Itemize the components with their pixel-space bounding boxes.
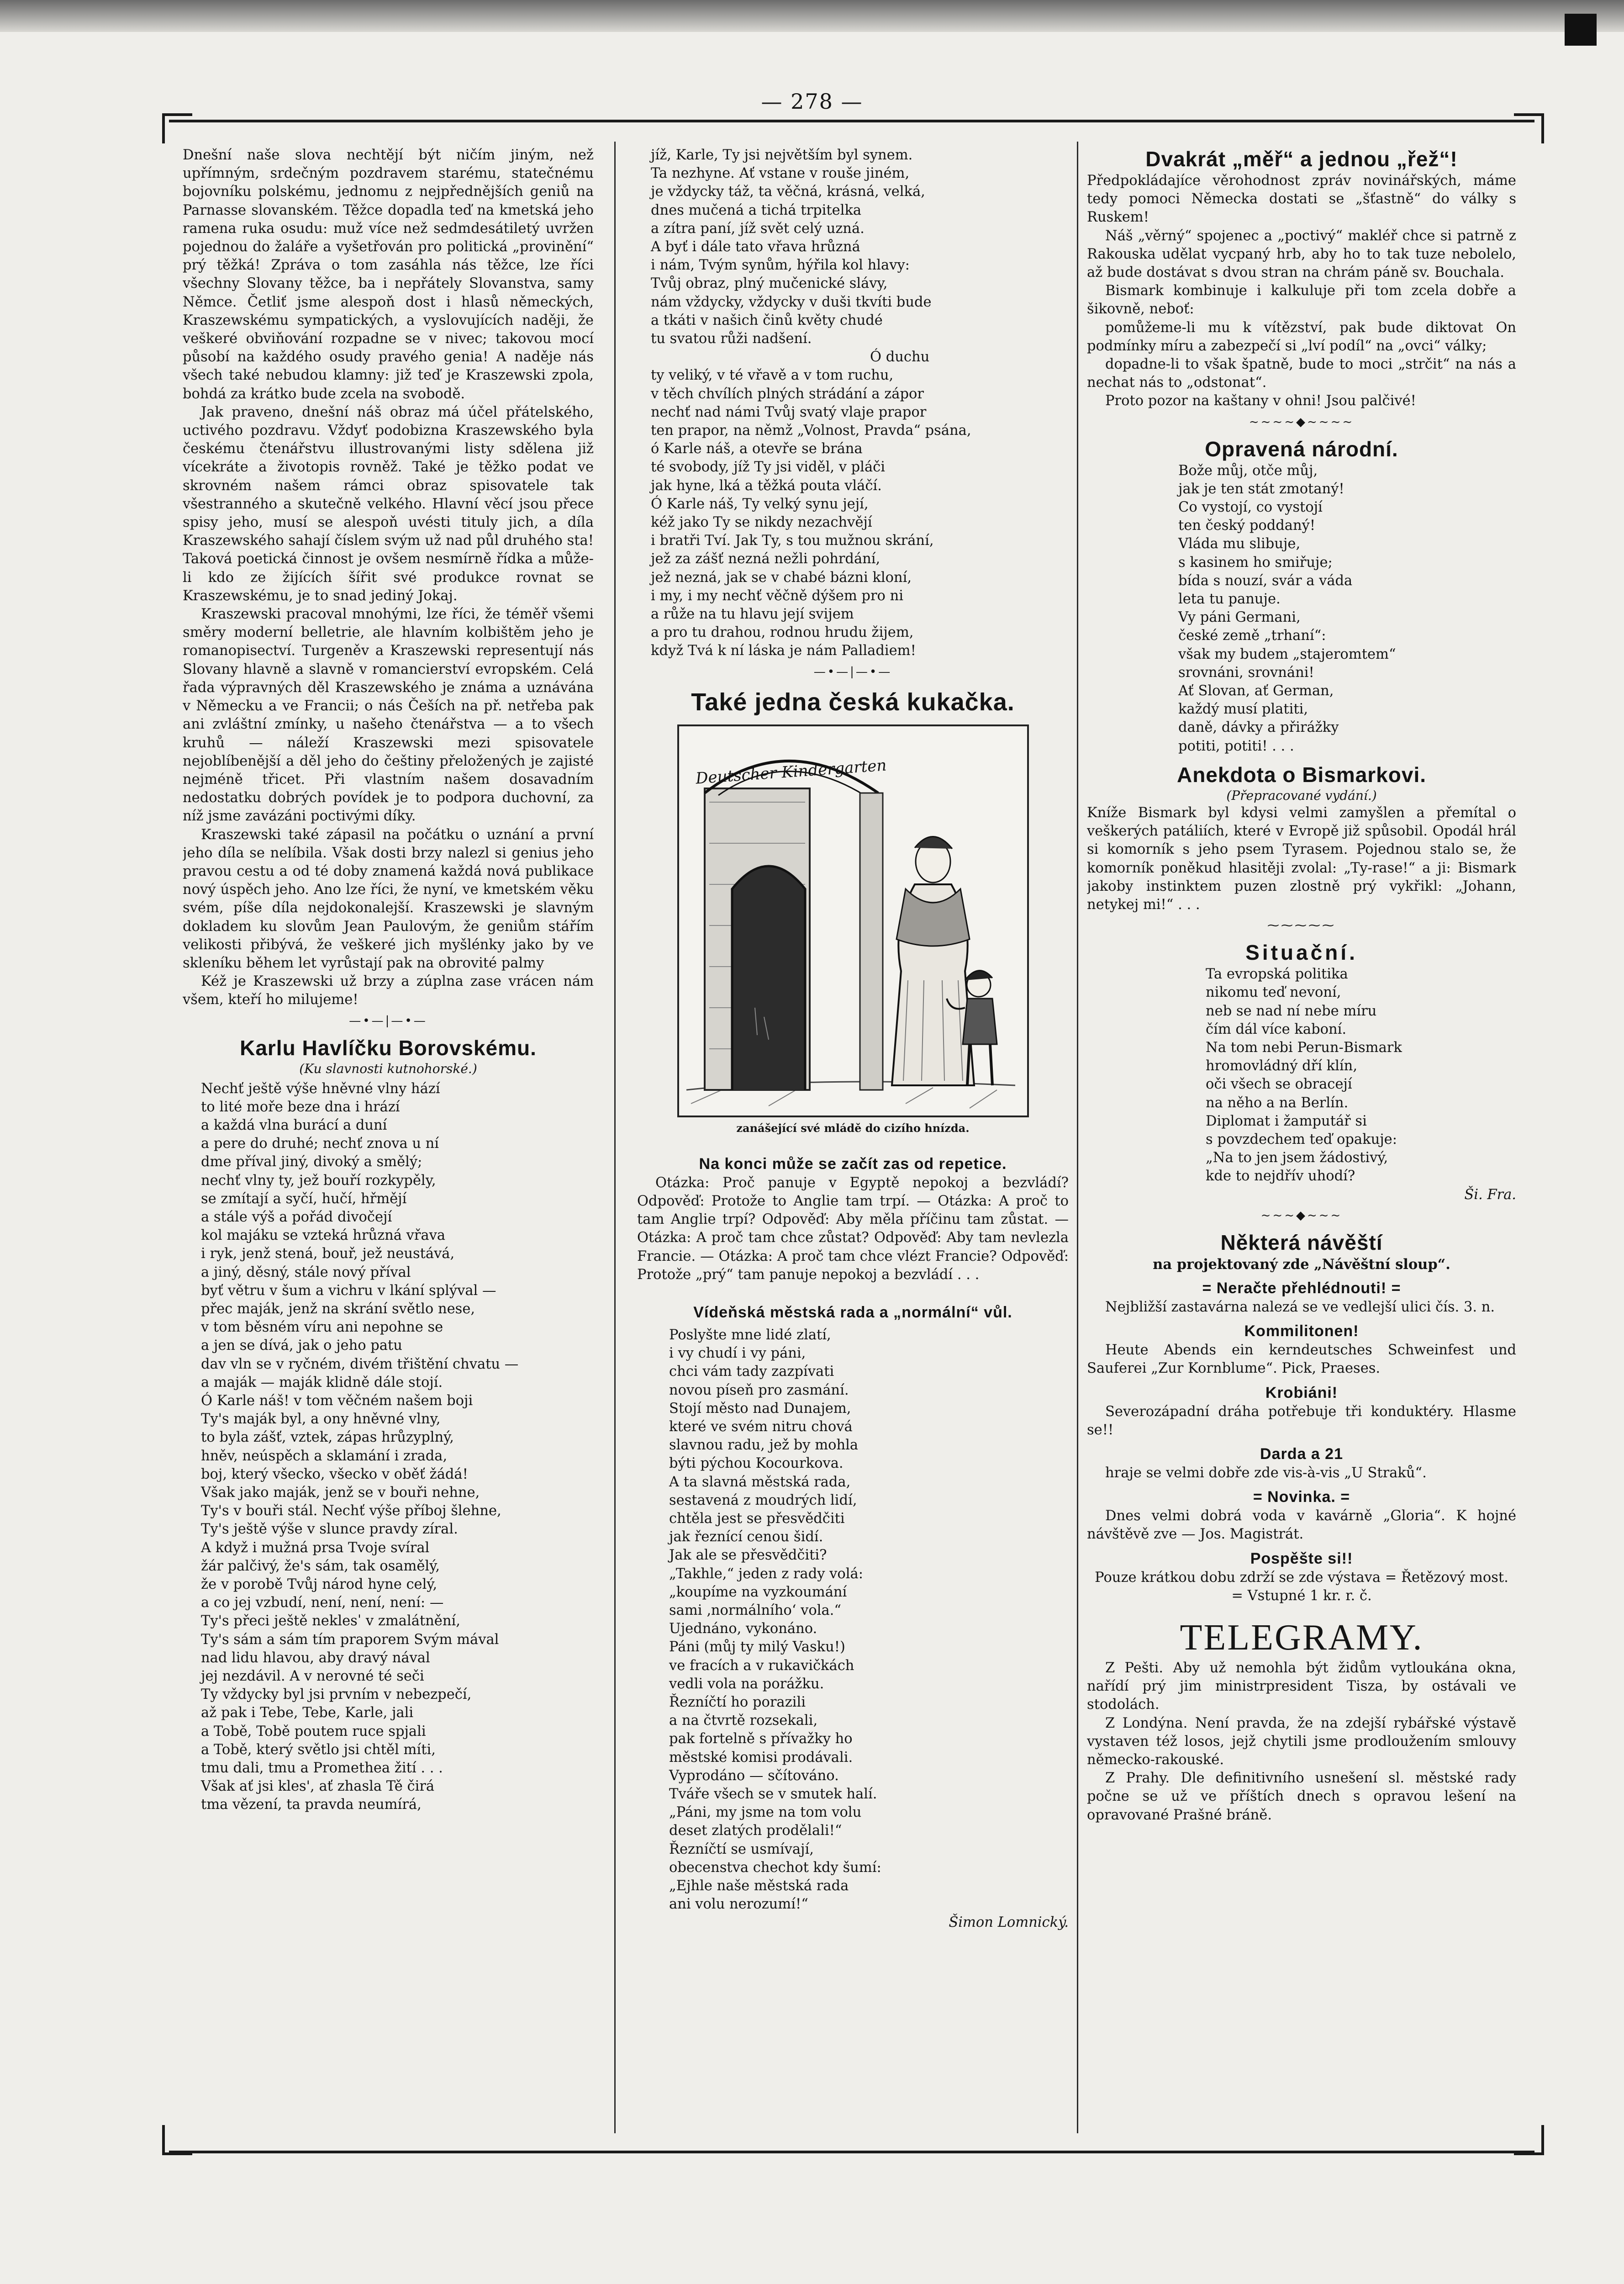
verse-line: nikomu teď nevoní, [1206,984,1341,1001]
verse-line: které ve svém nitru chová [669,1418,853,1435]
verse-line: Stojí město nad Dunajem, [669,1400,851,1417]
column-2 [637,146,1069,2129]
notice-heading: Darda a 21 [1260,1445,1343,1463]
notice-heading: = Neračte přehlédnouti! = [1202,1279,1401,1297]
column-1 [183,146,594,2129]
verse-line: tma vězení, ta pravda neumírá, [201,1797,422,1813]
verse-line: Ty's ještě výše v slunce pravdy zíral. [201,1521,458,1538]
verse-line: a jen se dívá, jak o jeho patu [201,1338,402,1354]
anekdota-subtitle: (Přepracované vydání.) [1226,788,1377,803]
verse-line: bída s nouzí, svár a váda [1178,572,1353,589]
verse-line: „Na to jen jsem žádostivý, [1206,1150,1388,1166]
verse-line: Ty vždycky byl jsi prvním v nebezpečí, [201,1687,472,1703]
verse-line: a Tobě, Tobě poutem ruce spjali [201,1723,426,1739]
frame-ornament-bottom-right [1514,2125,1544,2155]
verse-line: jak řeznící cenou šidí. [669,1529,823,1545]
column-3 [1087,146,1516,2129]
verse-line: jež za zášť nezná nežli pohrdání, [651,551,881,567]
verse-line: ó Karle náš, a otevře se brána [651,441,863,457]
verse-line: boj, který všecko, všecko v oběť žádá! [201,1466,468,1482]
separator-ornament: ~~~~◆~~~~ [1249,415,1355,429]
notice-text: Pouze krátkou dobu zdrží se zde výstava = Řetězový most. = Vstupné 1 kr. r. č. [1095,1569,1508,1604]
verse-line: potiti, potiti! . . . [1178,738,1294,754]
cuckoo-cartoon-title: Také jedna česká kukačka. [691,688,1015,716]
verse-line: Ty's sám a sám tím praporem Svým mával [201,1631,499,1648]
verse-line: té svobody, jíž Ty jsi viděl, v pláči [651,459,885,476]
situacni-signature: Ši. Fra. [1464,1186,1516,1203]
verse-line: dav vln se v ryčném, divém třištění chvatu — [201,1356,519,1372]
verse-line: a pere do druhé; nechť znova u ní [201,1136,439,1152]
scan-top-edge [0,0,1624,32]
dvakrat-paragraph: dopadne-li to však špatně, bude to moci „strčit“ na nás a nechat nás to „odstonat“. [1087,356,1516,391]
dvakrat-paragraph: Bismark kombinuje i kalkuluje při tom zcela dobře a šikovně, neboť: [1087,283,1516,317]
verse-line: Nechť ještě výše hněvné vlny hází [201,1080,440,1097]
verse-line: Tvůj obraz, plný mučenické slávy, [651,275,888,292]
verse-line: jak je ten stát zmotaný! [1178,481,1345,497]
situacni-title: Situační. [1245,941,1358,965]
verse-line: a zítra paní, jíž svět celý uzná. [651,220,865,237]
poem-verse [183,1080,594,1814]
verse-line: na něho a na Berlín. [1206,1094,1349,1111]
notice-text: Severozápadní dráha potřebuje tři konduktéry. Hlasme se!! [1087,1403,1516,1438]
verse-line: dme příval jiný, divoký a smělý; [201,1154,422,1170]
verse-line: Jak ale se přesvědčiti? [669,1547,827,1564]
verse-line: městské komisi prodávali. [669,1749,853,1766]
separator: —•—|—•— [813,665,892,679]
verse-line: nad lidu hlavou, aby dravý nával [201,1650,430,1666]
verse-line: slavnou radu, jež by mohla [669,1437,859,1454]
verse-line: tu svatou růži nadšení. [651,331,812,347]
rada-signature: Šimon Lomnický. [949,1914,1069,1931]
verse-line: i vy chudí i vy páni, [669,1345,806,1362]
verse-line: v tom běsném víru ani nepohne se [201,1319,443,1336]
dvakrat-paragraph: Náš „věrný“ spojenec a „poctivý“ makléř chce si patrně z Rakouska udělat vycpaný hrb, aby ho to tak tuze nebolelo, až bude dostávat s dvou stran na chrám páně sv. Bouchala. [1087,227,1516,281]
verse-line: Ty's v bouři stál. Nechť výše příboj šlehne, [201,1503,501,1519]
verse-line: Diplomat i žamputář si [1206,1113,1367,1129]
column-rule-1 [614,142,616,2133]
verse-line: Co vystojí, co vystojí [1178,499,1323,516]
verse-line: s kasinem ho smiřuje; [1178,554,1333,571]
verse-line: Řezníčtí ho porazili [669,1694,806,1710]
verse-line: i my, i my nechť věčně dýšem pro ni [651,587,903,604]
verse-line: Vyprodáno — sčítováno. [669,1767,839,1784]
verse-line: české země „trhaní“: [1178,628,1326,644]
page-number: — 278 — [761,89,863,114]
verse-line: sami ‚normálního‘ vola.“ [669,1602,841,1618]
verse-line: Poslyšte mne lidé zlatí, [669,1327,831,1343]
verse-line: Však ať jsi kles', ať zhasla Tě čirá [201,1778,435,1795]
verse-line: tmu dali, tmu a Promethea žití . . . [201,1760,443,1776]
verse-line: až pak i Tebe, Tebe, Karle, jali [201,1705,414,1721]
verse-line: a maják — maják klidně dále stojí. [201,1374,443,1390]
verse-line: deset zlatých prodělali!“ [669,1823,842,1839]
verse-line: že v porobě Tvůj národ hyne celý, [201,1576,438,1593]
verse-line: leta tu panuje. [1178,591,1281,608]
separator: —•—|—•— [349,1014,427,1028]
verse-line: a stále výš a pořád divočejí [201,1209,392,1225]
verse-line: Řezníčtí se usmívají, [669,1841,814,1857]
verse-line: v těch chvílích plných strádání a zápor [651,386,924,402]
dvakrat-paragraph: Předpokládajíce věrohodnost zpráv novinářských, máme tedy pomoci Německa dostati se „šťastně“ do války s Ruskem! [1087,173,1516,226]
verse-line: Ať Slovan, ať German, [1178,683,1334,699]
verse-line: Vy páni Germani, [1178,609,1301,626]
verse-line: ten prapor, na němž „Volnost, Pravda“ psána, [651,423,971,439]
verse-line: a jiný, děsný, stále nový příval [201,1264,411,1280]
verse-line: jíž, Karle, Ty jsi největším byl synem. [651,147,913,163]
verse-line: ty veliký, v té vřavě a v tom ruchu, [651,367,894,384]
rada-verse [637,1326,1069,1914]
verse-line: kde to nejdřív uhodí? [1206,1168,1355,1184]
verse-line: „koupíme na vyzkoumání [669,1584,847,1600]
verse-line: A byť i dále tato vřava hrůzná [651,239,860,255]
verse-line: chci vám tady zazpívati [669,1364,834,1380]
verse-line: jak hyne, lká a těžká pouta vláčí. [651,477,882,494]
telegram-item: Z Prahy. Dle definitivního usnešení sl. městské rady počne se už ve příštích dnech s opravou lešení na opravované Prašné bráně. [1087,1770,1516,1823]
frame-ornament-top-left [162,113,192,143]
verse-line: hromovládný dří klín, [1206,1058,1358,1074]
verse-line: Ó duchu [870,349,930,365]
verse-line: ve fracích a v rukavičkách [669,1657,854,1674]
separator-ornament: ⁓⁓⁓⁓⁓ [1267,919,1336,933]
verse-line: hněv, neúspěch a sklamání i zrada, [201,1448,448,1464]
verse-line: to lité moře beze dna i hrází [201,1099,400,1115]
verse-line: Ó Karle náš, Ty velký synu její, [651,496,869,512]
article-paragraph: Kraszewski pracoval mnohými, lze říci, že téměř všemi směry moderní belletrie, ale hlavním kolbištěm jeho je romanopisectví. Turgeněv a Kraszewski representují nás Slovany hlavně a slavně v romancierství evropském. Celá řada výpravných děl Kraszewského je známa a uznávána v Německu a ve Francii; o nás Češích na př. netřeba pak ani zvláštní zmínky, u našeho čtenářstva — a to všech kruhů — náleží Kraszewski mezi spisovatele nejoblíbenější a děl jeho do češtiny přeložených je zajisté nejméně třicet. Při vlastním našem dosavadním nedostatku dobrých povídek je to podpora duchovní, za níž jsme zavázáni poctivými díky. [183,606,594,825]
verse-line: a tkáti v našich činů květy chudé [651,312,883,328]
telegram-item: Z Pešti. Aby už nemohla být židům vytloukána okna, nařídí prý jim ministrpresident Tisza, by ostávali ve stodolách. [1087,1660,1516,1713]
navesti-subtitle: na projektovaný zde „Návěštní sloup“. [1153,1256,1450,1273]
verse-line: Páni (můj ty milý Vasku!) [669,1639,845,1655]
kindergarten-sign-text: Deutscher Kindergarten [695,756,887,788]
anekdota-text: Kníže Bismark byl kdysi velmi zamyšlen a přemítal o veškerých patáliích, které v Evropě již spůsobil. Opodál hrál si komorník s jeho psem Tyrasem. Pojednou stalo se, že komorník poněkud hlasitěji zvolal: „Ty-rase!“ a ji: Bismark jakoby instinktem puzen zlostně prý vykřikl: „Johann, netykej mi!“ . . . [1087,804,1516,913]
column-rule-2 [1077,142,1078,2133]
verse-line: a každá vlna burácí a duní [201,1117,387,1133]
notice-heading: Pospěšte si!! [1250,1549,1353,1567]
verse-line: a na čtvrtě rozsekali, [669,1713,818,1729]
poem-subtitle: (Ku slavnosti kutnohorské.) [299,1061,477,1076]
verse-line: obecenstva chechot kdy šumí: [669,1859,881,1876]
verse-line: čím dál více kaboní. [1206,1021,1347,1037]
verse-line: „Ejhle naše městská rada [669,1878,849,1894]
article-paragraph: Jak praveno, dnešní náš obraz má účel přátelského, uctivého pozdravu. Vždyť podobizna Kraszewského byla českému čtenářstvu illustrovanými listy sdělena již vícekráte a životopis rovněž. Také je těžko podat ve skrovném našem rámci obraz spisovatele tak všestranného a skutečně velkého. Hlavní věcí jsou přece spisy jeho, musí se alespoň uvésti tituly jich, a díla Kraszewského sahají číslem svým už nad půl druhého sta! Taková poetická činnost je ovšem nesmírně řídka a může-li kdo ze žijících šířit své produkce rovnat se Kraszewskému, je to snad jediný Jokaj. [183,404,594,604]
verse-line: jej nezdávil. A v nerovné té seči [201,1668,424,1685]
verse-line: když Tvá k ní láska je nám Palladiem! [651,643,916,659]
verse-line: a pro tu drahou, rodnou hrudu žijem, [651,624,914,641]
cartoon-caption: zanášející své mládě do cizího hnízda. [736,1121,970,1135]
verse-line: nechť nad námi Tvůj svatý vlaje prapor [651,404,927,420]
narodni-title: Opravená národní. [1205,437,1398,461]
verse-line: novou píseň pro zasmání. [669,1382,849,1398]
verse-line: Ta evropská politika [1206,966,1348,983]
article-paragraph: Dnešní naše slova nechtějí být ničím jiným, než upřímným, srdečným pozdravem starému, statečnému bojovníku polskému, jednomu z nejpřednějších geniů na Parnasse slovanském. Těžce dopadla teď na kmetská jeho ramena ruka osudu: muž více než sedmdesátiletý uvržen pojednou do žaláře a vyšetřován pro politická „provinění“ prý těžká! Zpráva o tom zasáhla nás těžce, lze říci všechny Slovany těžce, ba i nepřátely Slovanstva, samy Němce. Četliť jsme alespoň dost i hlasů německých, Kraszewskému sympatických, a vyslovujících naději, že veškeré obviňování rozpadne se v nivec; takovou mocí působí na každého osudy pravého genia! A naděje nás všech také nebudou klamny: již teď je Kraszewski zpola, bohdá za krátko bude zcela na svobodě. [183,147,594,402]
verse-line: Ty's přeci ještě neklesˈ v zmalátnění, [201,1613,460,1629]
scan-corner-mark [1565,14,1597,46]
article-paragraph: Kraszewski také zápasil na počátku o uznání a první jeho díla se nelíbila. Však dosti brzy nalezl si genius jeho pravou cestu a od té doby znamená každá nová publikace nový úspěch jeho. Ano lze říci, že nyní, ve kmetském věku svém, píše díla nejdokonalejší. Kraszewski je slavným dokladem ku slovům Jean Paulovým, že geniům stářím velikosti přibývá, že veškeré jich myšlénky jako by ve skleníku během let vyrůstají pak na obrovité palmy [183,826,594,971]
verse-line: byť větru v šum a vichru v lkání splýval — [201,1282,496,1299]
notice-text: Nejbližší zastavárna nalezá se ve vedlejší ulici čís. 3. n. [1105,1299,1495,1315]
telegramy-title: TELEGRAMY. [1180,1617,1424,1658]
verse-line: Ty's maják byl, a ony hněvné vlny, [201,1411,441,1428]
dvakrat-title: Dvakrát „měř“ a jednou „řež“! [1145,147,1458,171]
kraszewski-article [183,146,594,1010]
poem-verse-continued [637,146,1069,661]
verse-line: „Páni, my jsme na tom volu [669,1804,862,1821]
verse-line: a Tobě, který světlo jsi chtěl míti, [201,1741,436,1758]
rada-title: Vídeňská městská rada a „normální“ vůl. [693,1303,1012,1321]
verse-line: pak fortelně s přívažky ho [669,1731,853,1747]
dvakrat-paragraph: Proto pozor na kaštany v ohni! Jsou palčivé! [1105,393,1416,409]
telegram-item: Z Londýna. Není pravda, že na zdejší rybářské výstavě vystaven též losos, jejž chytili jsme prodloužením smlouvy německo-rakouské. [1087,1715,1516,1768]
notice-text: hraje se velmi dobře zde vis-à-vis „U Straků“. [1105,1465,1427,1481]
verse-line: dnes mučená a tichá trpitelka [651,202,862,218]
verse-line: ani volu nerozumí!“ [669,1896,808,1913]
frame-ornament-bottom-left [162,2125,192,2155]
verse-line: se zmítají a syčí, hučí, hřmějí [201,1190,407,1207]
verse-line: jež nezná, jak se v chabé bázni kloní, [651,569,912,586]
verse-line: ten český poddaný! [1178,518,1316,534]
verse-line: to byla zášť, vztek, zápas hrůzyplný, [201,1429,454,1446]
situacni-verse [1087,965,1516,1185]
verse-line: A když i mužná prsa Tvoje svíral [201,1539,430,1556]
verse-line: každý musí platiti, [1178,701,1308,718]
repetice-title: Na konci může se začít zas od repetice. [699,1155,1007,1173]
verse-line: daně, dávky a přirážky [1178,719,1339,736]
verse-line: přec maják, jenž na skrání světlo nese, [201,1301,475,1317]
article-paragraph: Kéž je Kraszewski už brzy a zúplna zase vrácen nám všem, kteří ho milujeme! [183,973,594,1008]
notice-heading: Kommilitonen! [1244,1322,1359,1340]
verse-line: Bože můj, otče můj, [1178,462,1318,479]
verse-line: i bratři Tví. Jak Ty, s tou mužnou skrání, [651,533,934,549]
verse-line: vedli vola na porážku. [669,1676,824,1692]
verse-line: neb se nad ní nebe míru [1206,1003,1377,1019]
cartoon-drawing [677,724,1029,1117]
verse-line: nechť vlny ty, jež bouří rozkypěly, [201,1172,436,1189]
verse-line: je vždycky táž, ta věčná, krásná, velká, [651,184,925,200]
verse-line: kol majáku se vzteká hrůzná vřava [201,1227,446,1244]
verse-line: žár palčivý, že's sám, tak osamělý, [201,1558,440,1574]
verse-line: „Takhle,“ jeden z rady volá: [669,1565,863,1582]
dvakrat-paragraph: pomůžeme-li mu k vítězství, pak bude diktovat On podmínky míru a zabezpečí si „lví podíl“ na „ovci“ války; [1087,319,1516,354]
anekdota-title: Anekdota o Bismarkovi. [1176,762,1427,787]
navesti-title: Některá návěští [1220,1230,1383,1254]
verse-line: nám vždycky, vždycky v duši tkvíti bude [651,294,932,310]
verse-line: srovnáni, srovnáni! [1178,664,1314,681]
frame-ornament-top-right [1514,113,1544,143]
repetice-dialogue: Otázka: Proč panuje v Egyptě nepokoj a bezvládí? Odpověď: Protože to Anglie tam trpí. — Otázka: A proč to tam Anglie trpí? Odpověď: Aby měla příčinu tam zůstat. — Otázka: A proč tam chce zůstat? Odpověď: Aby tam nevlezla Francie. — Otázka: A proč tam chce vlézt Francie? Odpověď: Protože „prý“ tam panuje nepokoj a bezvládí . . . [637,1174,1069,1283]
poem-title: Karlu Havlíčku Borovskému. [240,1036,537,1060]
verse-line: býti pýchou Kocourkova. [669,1455,844,1472]
verse-line: Vláda mu slibuje, [1178,536,1301,552]
verse-line: s povzdechem teď opakuje: [1206,1131,1397,1147]
verse-line: Ta nezhyne. Ať vstane v rouše jiném, [651,165,910,182]
verse-line: i nám, Tvým synům, hýřila kol hlavy: [651,257,910,274]
verse-line: i ryk, jenž stená, bouř, jež neustává, [201,1246,455,1262]
verse-line: však my budem „stajeromtem“ [1178,646,1396,662]
verse-line: Tváře všech se v smutek halí. [669,1786,877,1802]
verse-line: chtěla jest se přesvědčiti [669,1510,845,1527]
notice-text: Heute Abends ein kerndeutsches Schweinfest und Sauferei „Zur Kornblume“. Pick, Praeses. [1087,1342,1516,1377]
notice-heading: = Novinka. = [1253,1488,1350,1506]
verse-line: Na tom nebi Perun-Bismark [1206,1039,1402,1056]
separator-ornament: ~~~◆~~~ [1260,1208,1343,1222]
verse-line: A ta slavná městská rada, [669,1474,851,1490]
verse-line: kéž jako Ty se nikdy nezachvějí [651,514,872,531]
cartoon-illustration [677,724,1029,1117]
notice-heading: Krobiáni! [1265,1384,1338,1401]
verse-line: a co jej vzbudí, není, není, není: — [201,1595,444,1611]
verse-line: Však jako maják, jenž se v bouři nehne, [201,1485,480,1501]
verse-line: Ujednáno, vykonáno. [669,1621,817,1637]
verse-line: Ó Karle náš! v tom věčném našem boji [201,1393,473,1409]
verse-line: a růže na tu hlavu její svijem [651,606,854,623]
notice-text: Dnes velmi dobrá voda v kavárně „Gloria“. K hojné návštěvě zve — Jos. Magistrát. [1087,1508,1516,1543]
verse-line: sestavená z moudrých lidí, [669,1492,857,1508]
narodni-verse [1087,462,1516,756]
verse-line: oči všech se obracejí [1206,1076,1352,1093]
